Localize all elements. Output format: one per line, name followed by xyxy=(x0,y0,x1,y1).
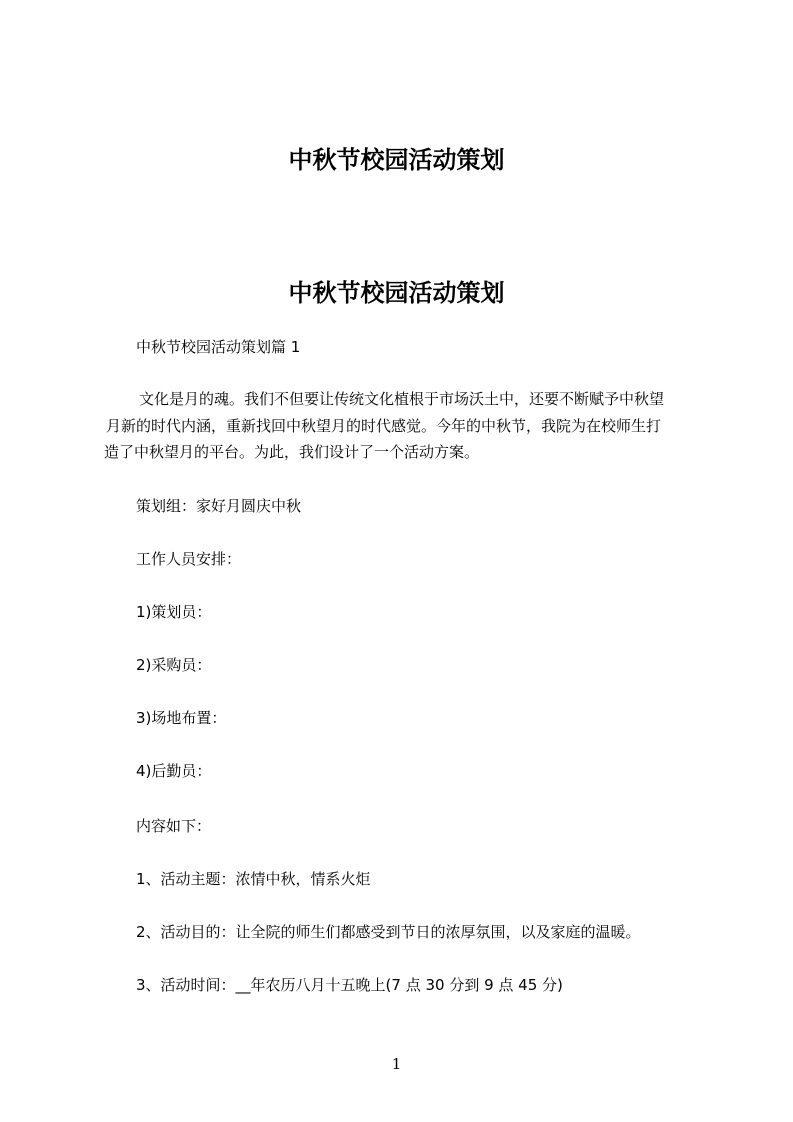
staff-item-purchaser: 2)采购员： xyxy=(136,656,212,674)
activity-item-theme: 1、活动主题：浓情中秋，情系火炬 xyxy=(136,870,371,888)
staff-heading: 工作人员安排： xyxy=(136,550,242,568)
section-heading: 中秋节校园活动策划篇 1 xyxy=(136,338,301,356)
page-number: 1 xyxy=(391,1055,402,1073)
staff-item-logistics: 4)后勤员： xyxy=(136,762,212,780)
intro-paragraph-line-3: 造了中秋望月的平台。为此，我们设计了一个活动方案。 xyxy=(104,443,480,461)
activity-item-time: 3、活动时间：__年农历八月十五晚上(7 点 30 分到 9 点 45 分) xyxy=(136,976,563,994)
staff-item-venue: 3)场地布置： xyxy=(136,709,227,727)
planning-group-line: 策划组：家好月圆庆中秋 xyxy=(136,497,302,515)
intro-paragraph-line-1: 文化是月的魂。我们不但要让传统文化植根于市场沃土中，还要不断赋予中秋望 xyxy=(139,390,665,408)
content-heading: 内容如下： xyxy=(136,817,212,835)
activity-item-purpose: 2、活动目的：让全院的师生们都感受到节日的浓厚氛围，以及家庭的温暖。 xyxy=(136,923,641,941)
staff-item-planner: 1)策划员： xyxy=(136,603,212,621)
intro-paragraph-line-2: 月新的时代内涵，重新找回中秋望月的时代感觉。今年的中秋节，我院为在校师生打 xyxy=(106,417,662,435)
document-main-title: 中秋节校园活动策划 xyxy=(288,279,505,307)
document-header-title: 中秋节校园活动策划 xyxy=(288,146,505,174)
